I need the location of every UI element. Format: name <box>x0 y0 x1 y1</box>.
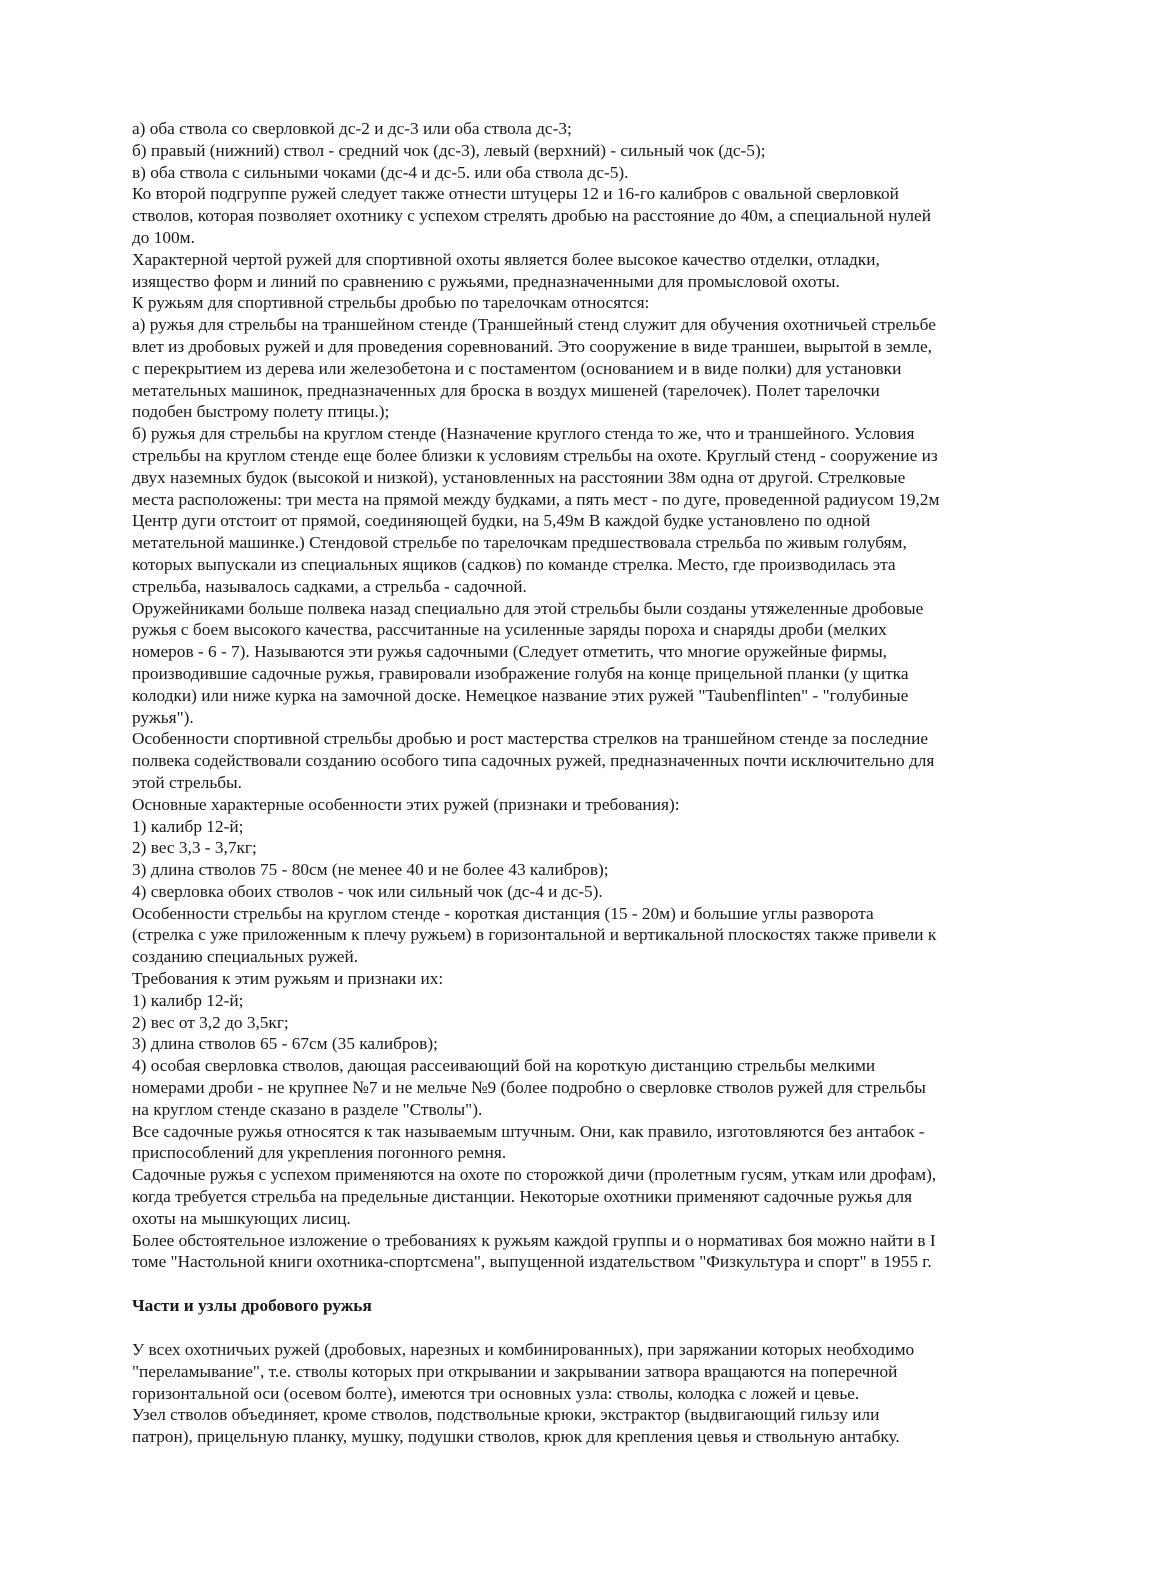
text-line: номеров - 6 - 7). Называются эти ружья садочными (Следует отметить, что многие оружейные фирмы, <box>132 642 887 662</box>
text-line: 4) сверловка обоих стволов - чок или сильный чок (дс-4 и дс-5). <box>132 881 603 901</box>
text-line: 2) вес 3,3 - 3,7кг; <box>132 838 257 858</box>
text-line: а) ружья для стрельбы на траншейном стенде (Траншейный стенд служит для обучения охотничьей стрельбе <box>132 315 936 335</box>
text-line: стрельбы на круглом стенде еще более близки к условиям стрельбы на охоте. Круглый стенд - сооружение из <box>132 445 938 465</box>
text-line: Оружейниками больше полвека назад специально для этой стрельбы были созданы утяжеленные дробовые <box>132 598 924 618</box>
text-line: полвека содействовали созданию особого типа садочных ружей, предназначенных почти исключительно для <box>132 751 935 771</box>
text-line: номерами дроби - не крупнее №7 и не мельче №9 (более подробно о сверловке стволов ружей для стрельбы <box>132 1078 926 1098</box>
text-line: патрон), прицельную планку, мушку, подушки стволов, крюк для крепления цевья и ствольную антабку. <box>132 1427 900 1447</box>
text-line: изящество форм и линий по сравнению с ружьями, предназначенными для промысловой охоты. <box>132 271 840 291</box>
text-line: 2) вес от 3,2 до 3,5кг; <box>132 1012 289 1032</box>
text-line: а) оба ствола со сверловкой дс-2 и дс-3 или оба ствола дс-3; <box>132 119 572 138</box>
text-line: с перекрытием из дерева или железобетона и с постаментом (основанием и в виде полки) для установки <box>132 358 902 378</box>
document-page <box>132 118 1032 1448</box>
text-line: 4) особая сверловка стволов, дающая рассеивающий бой на короткую дистанцию стрельбы мелкими <box>132 1056 876 1076</box>
text-line: до 100м. <box>132 227 195 247</box>
text-line: Садочные ружья с успехом применяются на охоте по сторожкой дичи (пролетным гусям, уткам или дрофам), <box>132 1165 937 1185</box>
text-line: томе "Настольной книги охотника-спортсмена", выпущенной издательством "Физкультура и спорт" в 1955 г. <box>132 1252 932 1272</box>
text-line: Более обстоятельное изложение о требованиях к ружьям каждой группы и о нормативах боя можно найти в I <box>132 1230 936 1250</box>
text-line: охоты на мышкующих лисиц. <box>132 1208 351 1228</box>
text-line: метательных машинок, предназначенных для броска в воздух мишеней (тарелочек). Полет тарелочки <box>132 380 880 400</box>
text-line: на круглом стенде сказано в разделе "Стволы"). <box>132 1099 483 1119</box>
text-line: влет из дробовых ружей и для проведения соревнований. Это сооружение в виде траншеи, вырытой в земле, <box>132 336 932 356</box>
text-line: когда требуется стрельба на предельные дистанции. Некоторые охотники применяют садочные ружья для <box>132 1187 913 1207</box>
text-line: Все садочные ружья относятся к так называемым штучным. Они, как правило, изготовляются без антабок - <box>132 1121 925 1141</box>
text-line: в) оба ствола с сильными чоками (дс-4 и дс-5. или оба ствола дс-5). <box>132 162 629 182</box>
text-line: места расположены: три места на прямой между будками, а пять мест - по дуге, проведенной радиусом 19,2м <box>132 489 940 509</box>
text-line: Узел стволов объединяет, кроме стволов, подствольные крюки, экстрактор (выдвигающий гильзу или <box>132 1405 880 1425</box>
body-text-part2 <box>132 1339 1032 1448</box>
text-line: колодки) или ниже курка на замочной доске. Немецкое название этих ружей "Taubenflinten" - "голубиные <box>132 685 909 705</box>
text-line: (стрелка с уже приложенным к плечу ружьем) в горизонтальной и вертикальной плоскостях также привели к <box>132 925 937 945</box>
text-line: которых выпускали из специальных ящиков (садков) по команде стрелка. Место, где производилась эта <box>132 554 896 574</box>
text-line: Ко второй подгруппе ружей следует также отнести штуцеры 12 и 16-го калибров с овальной сверловкой <box>132 184 899 204</box>
text-line: Особенности спортивной стрельбы дробью и рост мастерства стрелков на траншейном стенде за последние <box>132 729 929 749</box>
text-line: созданию специальных ружей. <box>132 947 359 967</box>
section-heading: Части и узлы дробового ружья <box>132 1296 372 1316</box>
text-line: 1) калибр 12-й; <box>132 816 244 836</box>
text-line: 3) длина стволов 65 - 67см (35 калибров); <box>132 1034 438 1054</box>
body-text-part1 <box>132 118 1032 1273</box>
text-line: стволов, которая позволяет охотнику с успехом стрелять дробью на расстояние до 40м, а специальной нулей <box>132 206 931 226</box>
text-line: двух наземных будок (высокой и низкой), установленных на расстоянии 38м одна от другой. Стрелковые <box>132 467 906 487</box>
text-line: горизонтальной оси (осевом болте), имеются три основных узла: стволы, колодка с ложей и цевье. <box>132 1383 860 1403</box>
text-line: К ружьям для спортивной стрельбы дробью по тарелочкам относятся: <box>132 293 650 313</box>
text-line: ружья с боем высокого качества, рассчитанные на усиленные заряды пороха и снаряды дроби (мелких <box>132 620 887 640</box>
text-line: Центр дуги отстоит от прямой, соединяющей будки, на 5,49м В каждой будке установлено по одной <box>132 511 871 531</box>
text-line: б) ружья для стрельбы на круглом стенде (Назначение круглого стенда то же, что и траншейного. Условия <box>132 424 915 444</box>
text-line: 1) калибр 12-й; <box>132 990 244 1010</box>
text-line: производившие садочные ружья, гравировали изображение голубя на конце прицельной планки (у щитка <box>132 663 909 683</box>
text-line: приспособлений для укрепления погонного ремня. <box>132 1143 507 1163</box>
text-line: стрельба, называлось садками, а стрельба - садочной. <box>132 576 527 596</box>
text-line: 3) длина стволов 75 - 80см (не менее 40 и не более 43 калибров); <box>132 860 609 880</box>
text-line: ружья"). <box>132 707 194 727</box>
text-line: Основные характерные особенности этих ружей (признаки и требования): <box>132 794 680 814</box>
text-line: подобен быстрому полету птицы.); <box>132 402 390 422</box>
text-line: У всех охотничьих ружей (дробовых, нарезных и комбинированных), при заряжании которых необходимо <box>132 1340 915 1360</box>
text-line: Особенности стрельбы на круглом стенде - короткая дистанция (15 - 20м) и большие углы разворота <box>132 903 874 923</box>
text-line: Характерной чертой ружей для спортивной охоты является более высокое качество отделки, отладки, <box>132 249 880 269</box>
text-line: б) правый (нижний) ствол - средний чок (дс-3), левый (верхний) - сильный чок (дс-5); <box>132 140 766 160</box>
text-line: "переламывание", т.е. стволы которых при открывании и закрывании затвора вращаются на поперечной <box>132 1361 898 1381</box>
text-line: Требования к этим ружьям и признаки их: <box>132 969 444 989</box>
text-line: метательной машинке.) Стендовой стрельбе по тарелочкам предшествовала стрельба по живым голубям, <box>132 533 907 553</box>
text-line: этой стрельбы. <box>132 772 242 792</box>
